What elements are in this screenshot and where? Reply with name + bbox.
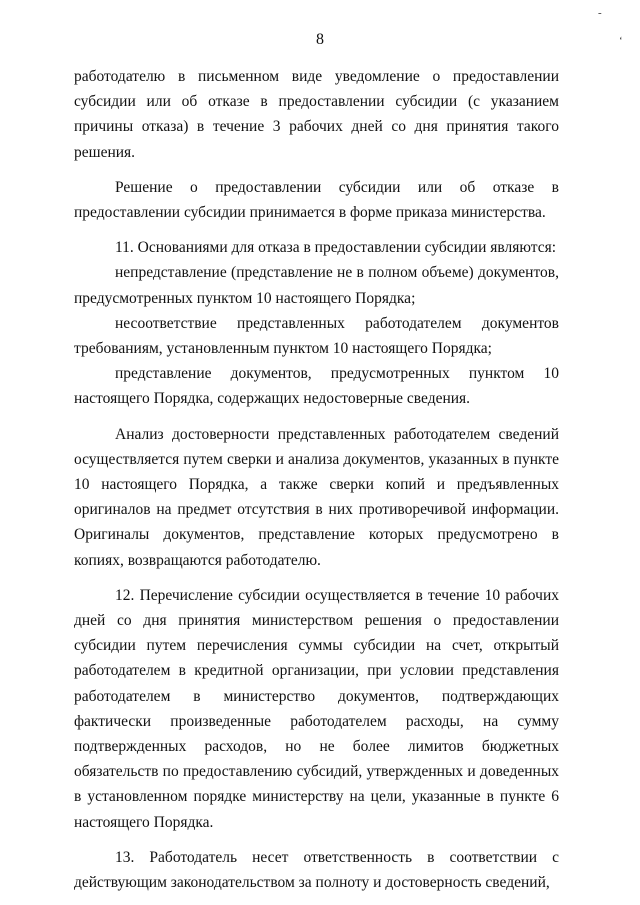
paragraph-12-transfer: 12. Перечисление субсидии осуществляется в течение 10 рабочих дней со дня принятия министерством решения о предоставлении субсидии путем перечисления суммы субсидии на счет, открытый работодателем в кредитной организации, при условии представления работодателем в министерство документов, подтверждающих фактически произведенные работодателем расходы, на сумму подтвержденных расходов, но не более лимитов бюджетных обязательств по предоставлению субсидий, утвержденных и доведенных в установленном порядке министерству на цели, указанные в пункте 6 настоящего Порядка. [74,586,559,831]
page-number: 8 [316,31,324,48]
paragraph-13-responsibility: 13. Работодатель несет ответственность в соответствии с действующим законодательством за полноту и достоверность сведений, [74,848,559,892]
paragraph-reliability-analysis: Анализ достоверности представленных работодателем сведений осуществляется путем сверки и анализа документов, указанных в пункте 10 настоящего Порядка, а также сверки копий и предъявленных оригиналов на предмет отсутствия в них противоречивой информации. Оригиналы документов, представление которых предусмотрено в копиях, возвращаются работодателю. [74,425,559,569]
paragraph-refusal-noncompliance: несоответствие представленных работодателем документов требованиям, установленным пунктом 10 настоящего Порядка; [74,314,559,358]
paragraph-refusal-nonsubmission: непредставление (представление не в полном объеме) документов, предусмотренных пунктом 10 настоящего Порядка; [74,264,559,307]
scan-mark-side: ʻ [619,35,623,47]
scan-mark-top: - [598,7,602,19]
paragraph-refusal-false-info: представление документов, предусмотренных пунктом 10 настоящего Порядка, содержащих недостоверные сведения. [74,365,559,408]
document-body [74,64,559,895]
paragraph-continuation: работодателю в письменном виде уведомление о предоставлении субсидии или об отказе в предоставлении субсидии (с указанием причины отказа) в течение 3 рабочих дней со дня принятия такого решения. [74,68,559,161]
paragraph-decision-form: Решение о предоставлении субсидии или об отказе в предоставлении субсидии принимается в форме приказа министерства. [74,178,559,222]
paragraph-11-refusal-grounds: 11. Основаниями для отказа в предоставлении субсидии являются: [115,239,557,257]
